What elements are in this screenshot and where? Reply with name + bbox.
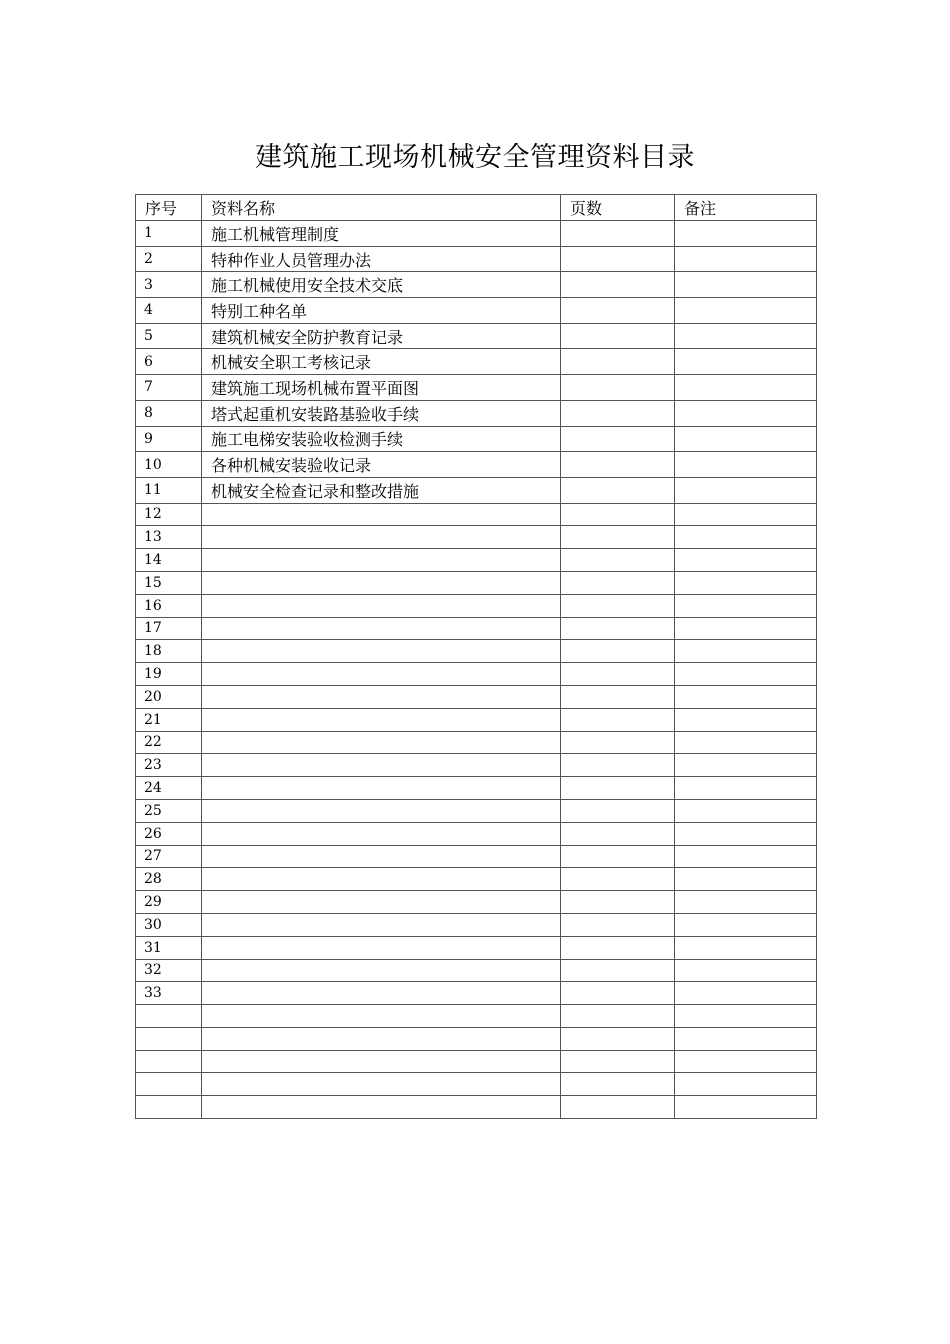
cell-pages <box>561 594 675 617</box>
cell-no <box>136 1073 202 1096</box>
cell-pages <box>561 526 675 549</box>
cell-notes <box>675 868 817 891</box>
cell-pages <box>561 375 675 401</box>
cell-notes <box>675 777 817 800</box>
cell-notes <box>675 663 817 686</box>
cell-no: 10 <box>136 452 202 478</box>
cell-pages <box>561 1050 675 1073</box>
cell-pages <box>561 777 675 800</box>
cell-notes <box>675 477 817 503</box>
cell-no <box>136 1005 202 1028</box>
cell-no: 25 <box>136 799 202 822</box>
cell-name <box>202 868 561 891</box>
cell-no: 32 <box>136 959 202 982</box>
cell-pages <box>561 754 675 777</box>
cell-pages <box>561 845 675 868</box>
cell-no: 19 <box>136 663 202 686</box>
table-row <box>136 685 817 708</box>
cell-name <box>202 1096 561 1119</box>
cell-name <box>202 913 561 936</box>
cell-pages <box>561 323 675 349</box>
cell-pages <box>561 349 675 375</box>
table-row <box>136 617 817 640</box>
cell-no: 16 <box>136 594 202 617</box>
cell-no: 22 <box>136 731 202 754</box>
cell-pages <box>561 913 675 936</box>
table-row <box>136 640 817 663</box>
cell-notes <box>675 731 817 754</box>
cell-pages <box>561 477 675 503</box>
cell-notes <box>675 571 817 594</box>
catalog-table <box>135 194 817 1119</box>
cell-notes <box>675 503 817 526</box>
column-header-notes: 备注 <box>675 195 817 221</box>
cell-name <box>202 799 561 822</box>
cell-name: 建筑施工现场机械布置平面图 <box>202 375 561 401</box>
cell-notes <box>675 526 817 549</box>
cell-no: 33 <box>136 982 202 1005</box>
table-row <box>136 526 817 549</box>
cell-notes <box>675 754 817 777</box>
column-header-name: 资料名称 <box>202 195 561 221</box>
cell-name: 机械安全检查记录和整改措施 <box>202 477 561 503</box>
cell-name <box>202 594 561 617</box>
cell-pages <box>561 868 675 891</box>
cell-pages <box>561 663 675 686</box>
cell-notes <box>675 617 817 640</box>
table-row <box>136 571 817 594</box>
cell-name <box>202 685 561 708</box>
cell-name: 机械安全职工考核记录 <box>202 349 561 375</box>
cell-notes <box>675 1096 817 1119</box>
cell-no: 20 <box>136 685 202 708</box>
table-row <box>136 982 817 1005</box>
table-row <box>136 959 817 982</box>
cell-no: 8 <box>136 400 202 426</box>
cell-name <box>202 891 561 914</box>
table-row <box>136 1050 817 1073</box>
cell-notes <box>675 822 817 845</box>
table-row <box>136 272 817 298</box>
cell-no: 21 <box>136 708 202 731</box>
cell-notes <box>675 959 817 982</box>
cell-name <box>202 754 561 777</box>
table-row <box>136 1073 817 1096</box>
table-row <box>136 891 817 914</box>
cell-no: 12 <box>136 503 202 526</box>
table-row <box>136 1005 817 1028</box>
table-body <box>136 221 817 1119</box>
cell-name <box>202 708 561 731</box>
cell-name <box>202 777 561 800</box>
table-row <box>136 913 817 936</box>
cell-notes <box>675 375 817 401</box>
cell-name: 施工机械管理制度 <box>202 221 561 247</box>
cell-name <box>202 640 561 663</box>
cell-pages <box>561 571 675 594</box>
cell-notes <box>675 549 817 572</box>
cell-pages <box>561 298 675 324</box>
cell-no: 9 <box>136 426 202 452</box>
cell-no: 6 <box>136 349 202 375</box>
column-header-pages: 页数 <box>561 195 675 221</box>
cell-no <box>136 1027 202 1050</box>
cell-name <box>202 982 561 1005</box>
table-row <box>136 477 817 503</box>
cell-notes <box>675 936 817 959</box>
cell-no: 2 <box>136 246 202 272</box>
cell-pages <box>561 1073 675 1096</box>
table-row <box>136 731 817 754</box>
cell-notes <box>675 1027 817 1050</box>
cell-notes <box>675 845 817 868</box>
cell-notes <box>675 640 817 663</box>
cell-name <box>202 822 561 845</box>
cell-pages <box>561 822 675 845</box>
table-row <box>136 400 817 426</box>
cell-no: 15 <box>136 571 202 594</box>
cell-notes <box>675 400 817 426</box>
cell-no: 4 <box>136 298 202 324</box>
table-row <box>136 1096 817 1119</box>
cell-pages <box>561 936 675 959</box>
cell-pages <box>561 221 675 247</box>
cell-no: 11 <box>136 477 202 503</box>
cell-notes <box>675 685 817 708</box>
cell-pages <box>561 640 675 663</box>
table-row <box>136 323 817 349</box>
cell-notes <box>675 452 817 478</box>
cell-no: 31 <box>136 936 202 959</box>
cell-no: 1 <box>136 221 202 247</box>
table-row <box>136 822 817 845</box>
table-row <box>136 503 817 526</box>
cell-name: 塔式起重机安装路基验收手续 <box>202 400 561 426</box>
cell-no: 24 <box>136 777 202 800</box>
cell-notes <box>675 1073 817 1096</box>
table-row <box>136 246 817 272</box>
cell-name <box>202 617 561 640</box>
cell-notes <box>675 913 817 936</box>
cell-name <box>202 936 561 959</box>
page-title: 建筑施工现场机械安全管理资料目录 <box>255 142 695 173</box>
cell-no <box>136 1096 202 1119</box>
cell-name <box>202 1073 561 1096</box>
cell-name: 建筑机械安全防护教育记录 <box>202 323 561 349</box>
table-row <box>136 594 817 617</box>
cell-no: 29 <box>136 891 202 914</box>
cell-notes <box>675 426 817 452</box>
cell-notes <box>675 298 817 324</box>
cell-name <box>202 571 561 594</box>
cell-pages <box>561 426 675 452</box>
cell-pages <box>561 1005 675 1028</box>
cell-notes <box>675 594 817 617</box>
cell-name <box>202 959 561 982</box>
cell-name: 特别工种名单 <box>202 298 561 324</box>
cell-pages <box>561 731 675 754</box>
table-row <box>136 754 817 777</box>
cell-name <box>202 1027 561 1050</box>
cell-pages <box>561 1096 675 1119</box>
cell-name <box>202 731 561 754</box>
cell-no: 5 <box>136 323 202 349</box>
cell-notes <box>675 246 817 272</box>
cell-notes <box>675 1005 817 1028</box>
table-row <box>136 936 817 959</box>
table-row <box>136 549 817 572</box>
cell-pages <box>561 452 675 478</box>
cell-no: 17 <box>136 617 202 640</box>
table-row <box>136 452 817 478</box>
cell-pages <box>561 982 675 1005</box>
cell-no: 18 <box>136 640 202 663</box>
cell-no: 7 <box>136 375 202 401</box>
cell-notes <box>675 891 817 914</box>
cell-name: 各种机械安装验收记录 <box>202 452 561 478</box>
cell-notes <box>675 708 817 731</box>
table-row <box>136 221 817 247</box>
cell-notes <box>675 349 817 375</box>
cell-pages <box>561 503 675 526</box>
table-row <box>136 868 817 891</box>
cell-pages <box>561 617 675 640</box>
cell-pages <box>561 246 675 272</box>
cell-name <box>202 549 561 572</box>
cell-notes <box>675 221 817 247</box>
cell-notes <box>675 1050 817 1073</box>
cell-name <box>202 845 561 868</box>
cell-pages <box>561 685 675 708</box>
table-row <box>136 375 817 401</box>
cell-no: 14 <box>136 549 202 572</box>
table-row <box>136 426 817 452</box>
table-row <box>136 663 817 686</box>
cell-notes <box>675 323 817 349</box>
cell-pages <box>561 708 675 731</box>
cell-name <box>202 663 561 686</box>
cell-no: 27 <box>136 845 202 868</box>
cell-pages <box>561 1027 675 1050</box>
cell-no: 26 <box>136 822 202 845</box>
cell-name: 施工电梯安装验收检测手续 <box>202 426 561 452</box>
table-row <box>136 845 817 868</box>
table-row <box>136 708 817 731</box>
column-header-no: 序号 <box>136 195 202 221</box>
cell-pages <box>561 272 675 298</box>
cell-name: 特种作业人员管理办法 <box>202 246 561 272</box>
cell-pages <box>561 549 675 572</box>
cell-notes <box>675 272 817 298</box>
table-header-row <box>136 195 817 221</box>
cell-no: 28 <box>136 868 202 891</box>
cell-name <box>202 1005 561 1028</box>
cell-pages <box>561 959 675 982</box>
table-row <box>136 349 817 375</box>
table-row <box>136 799 817 822</box>
table-row <box>136 1027 817 1050</box>
cell-pages <box>561 799 675 822</box>
cell-no <box>136 1050 202 1073</box>
cell-name <box>202 1050 561 1073</box>
cell-notes <box>675 982 817 1005</box>
cell-name: 施工机械使用安全技术交底 <box>202 272 561 298</box>
cell-notes <box>675 799 817 822</box>
cell-pages <box>561 400 675 426</box>
table-row <box>136 298 817 324</box>
cell-name <box>202 526 561 549</box>
cell-no: 30 <box>136 913 202 936</box>
cell-no: 3 <box>136 272 202 298</box>
table-row <box>136 777 817 800</box>
cell-name <box>202 503 561 526</box>
cell-pages <box>561 891 675 914</box>
cell-no: 13 <box>136 526 202 549</box>
cell-no: 23 <box>136 754 202 777</box>
